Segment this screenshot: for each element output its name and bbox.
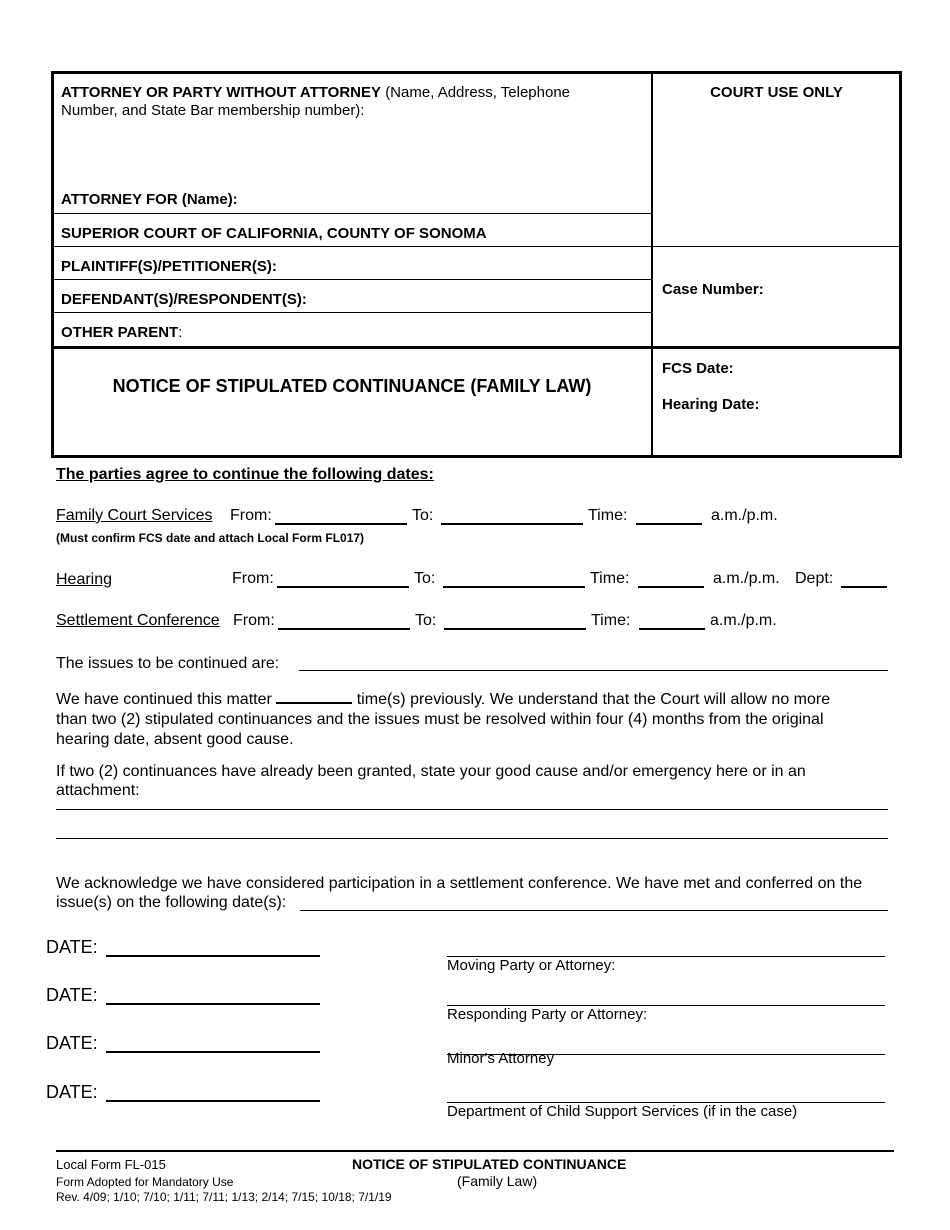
- settlement-row-label: Settlement Conference: [56, 612, 220, 629]
- date-field[interactable]: [106, 1100, 320, 1102]
- date-label: DATE:: [46, 1033, 98, 1053]
- settlement-ampm-label: a.m./p.m.: [710, 612, 777, 629]
- settlement-time-label: Time:: [591, 612, 631, 629]
- footer-title: NOTICE OF STIPULATED CONTINUANCE: [352, 1156, 627, 1172]
- continued-count-field[interactable]: [276, 688, 352, 704]
- form-number: Local Form FL-015: [56, 1157, 166, 1172]
- continued-paragraph: We have continued this matter time(s) previously. We understand that the Court will allow no more than two (2) stipulated continuances and the issues must be resolved within four (4) months from the original hearing date, absent good cause.: [56, 688, 906, 750]
- date-field[interactable]: [106, 955, 320, 957]
- hearing-dept-field[interactable]: [841, 586, 887, 588]
- attorney-info-field[interactable]: [61, 122, 641, 182]
- acknowledge-paragraph: We acknowledge we have considered participation in a settlement conference. We have met and conferred on the issue(s) on the following date(s):: [56, 875, 863, 911]
- court-use-only-label: COURT USE ONLY: [710, 84, 843, 101]
- fcs-to-label: To:: [412, 507, 434, 524]
- fcs-row-label: Family Court Services: [56, 507, 213, 524]
- fcs-ampm-label: a.m./p.m.: [711, 507, 778, 524]
- settlement-to-field[interactable]: [444, 628, 586, 630]
- footer-divider: [56, 1150, 894, 1152]
- divider: [53, 312, 651, 313]
- form-title: NOTICE OF STIPULATED CONTINUANCE (FAMILY LAW): [112, 376, 592, 396]
- attorney-for-label: ATTORNEY FOR (Name):: [61, 191, 238, 208]
- case-number-label: Case Number:: [662, 281, 764, 298]
- divider: [53, 346, 900, 349]
- responding-party-label: Responding Party or Attorney:: [447, 1006, 648, 1023]
- settlement-from-field[interactable]: [278, 628, 410, 630]
- fcs-from-label: From:: [230, 507, 272, 524]
- fcs-note: (Must confirm FCS date and attach Local Form FL017): [56, 531, 365, 545]
- date-label: DATE:: [46, 1082, 98, 1102]
- conference-dates-field[interactable]: [300, 910, 888, 911]
- caption-vertical-divider: [651, 72, 653, 456]
- hearing-from-label: From:: [232, 570, 274, 587]
- agree-heading: The parties agree to continue the following dates:: [56, 466, 434, 483]
- hearing-time-label: Time:: [590, 570, 630, 587]
- attorney-label: ATTORNEY OR PARTY WITHOUT ATTORNEY (Name, Address, Telephone Number, and State Bar membership number):: [61, 84, 571, 119]
- issues-label: The issues to be continued are:: [56, 655, 280, 672]
- fcs-date-label: FCS Date:: [662, 360, 734, 377]
- settlement-from-label: From:: [233, 612, 275, 629]
- fcs-time-label: Time:: [588, 507, 628, 524]
- footer-subtitle: (Family Law): [457, 1173, 538, 1189]
- minors-attorney-label: Minor's Attorney: [447, 1050, 555, 1067]
- moving-party-label: Moving Party or Attorney:: [447, 957, 616, 974]
- date-field[interactable]: [106, 1003, 320, 1005]
- divider: [53, 246, 900, 247]
- divider: [53, 279, 651, 280]
- dcss-label: Department of Child Support Services (if in the case): [447, 1103, 798, 1120]
- minors-signature-line[interactable]: [447, 1054, 885, 1055]
- hearing-date-label: Hearing Date:: [662, 396, 760, 413]
- fcs-from-field[interactable]: [275, 523, 407, 525]
- plaintiff-label: PLAINTIFF(S)/PETITIONER(S):: [61, 258, 277, 275]
- settlement-to-label: To:: [415, 612, 437, 629]
- divider: [53, 213, 651, 214]
- date-field[interactable]: [106, 1051, 320, 1053]
- revision-dates: Rev. 4/09; 1/10; 7/10; 1/11; 7/11; 1/13; 2/14; 7/15; 10/18; 7/1/19: [56, 1190, 392, 1204]
- issues-field[interactable]: [299, 670, 888, 671]
- hearing-to-label: To:: [414, 570, 436, 587]
- hearing-from-field[interactable]: [277, 586, 409, 588]
- form-adopted: Form Adopted for Mandatory Use: [56, 1175, 234, 1189]
- fcs-time-field[interactable]: [636, 523, 702, 525]
- fcs-to-field[interactable]: [441, 523, 583, 525]
- other-parent-label: OTHER PARENT:: [61, 324, 183, 341]
- good-cause-paragraph: If two (2) continuances have already been granted, state your good cause and/or emergency here or in an attachment:: [56, 763, 806, 799]
- date-label: DATE:: [46, 937, 98, 957]
- defendant-label: DEFENDANT(S)/RESPONDENT(S):: [61, 291, 307, 308]
- hearing-row-label: Hearing: [56, 571, 113, 588]
- good-cause-field-line-1[interactable]: [56, 809, 888, 810]
- hearing-ampm-label: a.m./p.m.: [713, 570, 780, 587]
- settlement-time-field[interactable]: [639, 628, 705, 630]
- good-cause-field-line-2[interactable]: [56, 838, 888, 839]
- date-label: DATE:: [46, 985, 98, 1005]
- court-name: SUPERIOR COURT OF CALIFORNIA, COUNTY OF SONOMA: [61, 225, 487, 242]
- hearing-to-field[interactable]: [443, 586, 585, 588]
- hearing-time-field[interactable]: [638, 586, 704, 588]
- hearing-dept-label: Dept:: [795, 570, 834, 587]
